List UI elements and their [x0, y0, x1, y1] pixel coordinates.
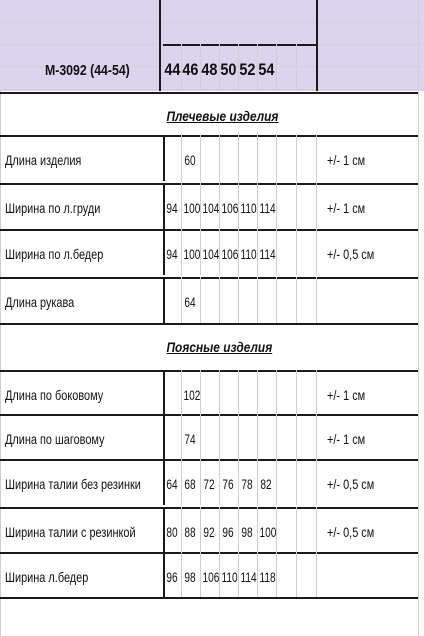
cell-border-line [257, 277, 258, 323]
tolerance-value: +/- 1 см [327, 387, 366, 403]
row-label: Ширина л.бедер [5, 569, 89, 585]
cell-border-line [276, 277, 277, 323]
cell-border-line [316, 183, 317, 229]
header-bottom-line [0, 89, 424, 90]
cell-border-line [316, 552, 317, 598]
cell-border-line [200, 414, 201, 460]
size-header-50: 50 [220, 60, 237, 79]
cell-border-line [418, 183, 419, 229]
grid-line [0, 91, 1, 636]
cell-border-line [163, 370, 165, 416]
cell-border-line [296, 277, 297, 323]
tolerance-value: +/- 0,5 см [327, 476, 375, 492]
cell-border-line [316, 135, 317, 181]
section-title: Плечевые изделия [166, 108, 279, 124]
cell-border-line [200, 507, 201, 553]
cell-border-line [219, 183, 220, 229]
row-line [0, 229, 418, 231]
cell-border-line [257, 370, 258, 416]
measurement-value: 106 [221, 200, 239, 216]
cell-border-line [219, 135, 220, 181]
row-label: Длина рукава [5, 294, 75, 310]
cell-border-line [238, 459, 239, 505]
measurement-value: 110 [240, 246, 257, 262]
measurement-value: 76 [222, 476, 234, 492]
model-code: М-3092 (44-54) [45, 62, 130, 79]
measurement-value: 72 [203, 476, 215, 492]
row-line [0, 507, 418, 509]
cell-border-line [296, 370, 297, 416]
cell-border-line [219, 414, 220, 460]
measurement-value: 64 [184, 294, 196, 310]
cell-border-line [276, 135, 277, 181]
cell-border-line [418, 507, 419, 553]
cell-border-line [316, 370, 317, 416]
cell-border-line [200, 459, 201, 505]
measurement-value: 100 [259, 524, 277, 540]
measurement-value: 92 [203, 524, 215, 540]
cell-border-line [316, 507, 317, 553]
cell-border-line [418, 135, 419, 181]
cell-border-line [219, 370, 220, 416]
row-label: Ширина талии с резинкой [5, 524, 136, 540]
cell-border-line [200, 370, 201, 416]
header-divider-line [159, 0, 161, 91]
cell-border-line [296, 507, 297, 553]
cell-border-line [200, 552, 201, 598]
cell-border-line [238, 414, 239, 460]
row-line [0, 370, 418, 372]
size-header-44: 44 [164, 60, 181, 79]
row-line [0, 183, 418, 185]
cell-border-line [163, 414, 165, 460]
cell-border-line [257, 183, 258, 229]
measurement-value: 96 [222, 524, 234, 540]
cell-border-line [181, 229, 182, 275]
measurement-value: 110 [240, 200, 257, 216]
cell-border-line [238, 277, 239, 323]
cell-border-line [219, 459, 220, 505]
row-line [0, 277, 418, 279]
cell-border-line [219, 507, 220, 553]
cell-border-line [316, 277, 317, 323]
cell-border-line [418, 229, 419, 275]
cell-border-line [257, 507, 258, 553]
measurement-value: 78 [241, 476, 253, 492]
cell-border-line [163, 135, 165, 181]
row-label: Ширина по л.бедер [5, 246, 104, 262]
cell-border-line [163, 277, 165, 323]
cell-border-line [276, 370, 277, 416]
measurement-value: 118 [259, 569, 276, 585]
cell-border-line [181, 552, 182, 598]
row-line [0, 414, 418, 416]
measurement-value: 74 [184, 431, 196, 447]
cell-border-line [257, 552, 258, 598]
cell-border-line [316, 414, 317, 460]
section-top-line [0, 323, 418, 325]
cell-border-line [418, 552, 419, 598]
cell-border-line [181, 277, 182, 323]
cell-border-line [257, 229, 258, 275]
cell-border-line [181, 135, 182, 181]
cell-border-line [219, 552, 220, 598]
measurement-value: 104 [202, 200, 220, 216]
cell-border-line [276, 414, 277, 460]
cell-border-line [276, 183, 277, 229]
cell-border-line [316, 229, 317, 275]
cell-border-line [296, 552, 297, 598]
measurement-value: 94 [166, 246, 178, 262]
cell-border-line [238, 507, 239, 553]
row-line [0, 459, 418, 461]
cell-border-line [238, 370, 239, 416]
measurement-value: 64 [166, 476, 178, 492]
header-divider-line [316, 0, 318, 91]
measurement-value: 60 [184, 152, 196, 168]
cell-border-line [181, 370, 182, 416]
size-column-line [296, 44, 297, 91]
cell-border-line [181, 459, 182, 505]
row-line [0, 135, 418, 137]
cell-border-line [219, 229, 220, 275]
row-label: Длина по шаговому [5, 431, 105, 447]
cell-border-line [296, 183, 297, 229]
measurement-value: 114 [240, 569, 257, 585]
measurement-value: 106 [202, 569, 220, 585]
section-top-line [0, 92, 418, 94]
tolerance-value: +/- 0,5 см [327, 246, 375, 262]
tolerance-value: +/- 1 см [327, 431, 366, 447]
row-label: Длина изделия [5, 152, 82, 168]
cell-border-line [276, 507, 277, 553]
cell-border-line [418, 370, 419, 416]
measurement-value: 100 [183, 246, 201, 262]
measurement-value: 100 [183, 200, 201, 216]
cell-border-line [238, 229, 239, 275]
cell-border-line [296, 459, 297, 505]
tolerance-value: +/- 1 см [327, 200, 366, 216]
section-title: Поясные изделия [166, 339, 273, 355]
cell-border-line [238, 183, 239, 229]
measurement-value: 88 [184, 524, 196, 540]
row-line [0, 552, 418, 554]
measurement-value: 114 [259, 246, 276, 262]
cell-border-line [238, 135, 239, 181]
cell-border-line [276, 229, 277, 275]
cell-border-line [296, 135, 297, 181]
size-column-line [276, 44, 277, 91]
size-header-54: 54 [258, 60, 275, 79]
cell-border-line [276, 459, 277, 505]
cell-border-line [418, 459, 419, 505]
cell-border-line [181, 183, 182, 229]
cell-border-line [200, 135, 201, 181]
measurement-value: 104 [202, 246, 220, 262]
measurement-value: 96 [166, 569, 178, 585]
measurement-value: 114 [259, 200, 276, 216]
size-header-top-line [163, 44, 316, 46]
cell-border-line [257, 459, 258, 505]
cell-border-line [296, 414, 297, 460]
row-label: Длина по боковому [5, 387, 104, 403]
measurement-value: 110 [221, 569, 238, 585]
cell-border-line [418, 414, 419, 460]
cell-border-line [200, 229, 201, 275]
cell-border-line [238, 552, 239, 598]
tolerance-value: +/- 1 см [327, 152, 366, 168]
cell-border-line [418, 277, 419, 323]
cell-border-line [181, 507, 182, 553]
cell-border-line [276, 552, 277, 598]
size-header-46: 46 [182, 60, 199, 79]
measurement-value: 98 [241, 524, 253, 540]
measurement-value: 80 [166, 524, 178, 540]
cell-border-line [200, 183, 201, 229]
tolerance-value: +/- 0,5 см [327, 524, 375, 540]
cell-border-line [257, 135, 258, 181]
row-label: Ширина по л.груди [5, 200, 101, 216]
measurement-value: 68 [184, 476, 196, 492]
measurement-value: 106 [221, 246, 239, 262]
cell-border-line [200, 277, 201, 323]
cell-border-line [316, 459, 317, 505]
measurement-value: 98 [184, 569, 196, 585]
size-header-48: 48 [201, 60, 218, 79]
measurement-value: 94 [166, 200, 178, 216]
measurement-value: 82 [260, 476, 272, 492]
size-header-52: 52 [239, 60, 256, 79]
row-label: Ширина талии без резинки [5, 476, 141, 492]
grid-line [0, 22, 424, 23]
cell-border-line [181, 414, 182, 460]
cell-border-line [219, 277, 220, 323]
cell-border-line [257, 414, 258, 460]
table-bottom-line [0, 597, 418, 599]
measurement-value: 102 [183, 387, 201, 403]
cell-border-line [296, 229, 297, 275]
